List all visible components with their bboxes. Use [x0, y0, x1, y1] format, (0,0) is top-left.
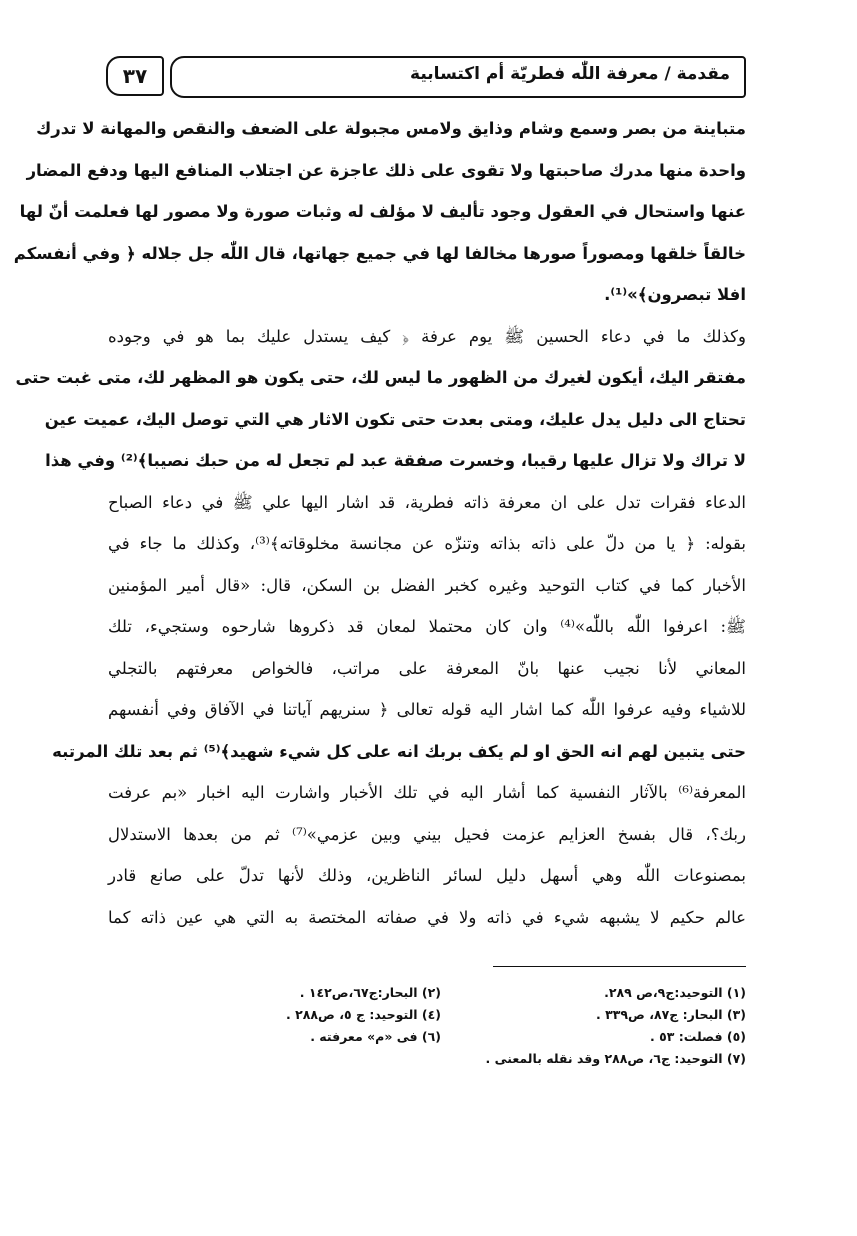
body-line: متباينة من بصر وسمع وشام وذايق ولامس مجبولة على الضعف والنقص والمهانة لا تدرك: [36, 119, 746, 138]
body-line: مفتقر اليك، أيكون لغيرك من الظهور ما ليس لك، حتى يكون هو المظهر لك، متى غبت حتى: [15, 368, 746, 387]
body-line: بمصنوعات اللّٰه وهي أسهل دليل لسائر الناظرين، وذلك لأنها تدلّ على صانع قادر: [108, 866, 746, 885]
body-line: لا تراك ولا تزال عليها رقيبا، وخسرت صفقة عبد لم تجعل له من حبك نصيبا﴾⁽²⁾ وفي هذا: [45, 451, 746, 470]
body-line: حتى يتبين لهم انه الحق او لم يكف بربك انه على كل شيء شهيد﴾⁽⁵⁾ ثم بعد تلك المرتبه: [52, 741, 746, 761]
footnote: (٧) التوحيد: ج٦، ص٢٨٨ وقد نقله بالمعنى .: [485, 1051, 746, 1066]
footnote-separator: [493, 966, 746, 967]
footnote: (٥) فصلت: ٥٣ .: [650, 1029, 746, 1044]
footnote: (١) التوحيد:ج٩،ص ٢٨٩.: [604, 985, 746, 1000]
header-title: مقدمة / معرفة اللّٰه فطريّة أم اكتسابية: [410, 64, 730, 84]
footnote: (٦) فى «م» معرفته .: [310, 1029, 441, 1044]
footnote: (٢) البحار:ج٦٧،ص١٤٢ .: [299, 985, 441, 1000]
running-header: [106, 56, 746, 98]
footnote-row: [290, 982, 746, 1004]
body-line: المعرفة⁽⁶⁾ بالآثار النفسية كما أشار اليه في تلك الأخبار واشارت اليه اخبار «بم عرفت: [108, 783, 746, 802]
footnote: (٣) البحار: ج٨٧، ص٣٣٩ .: [596, 1007, 746, 1022]
footnote-row: [290, 1026, 746, 1048]
header-title-frame: [170, 56, 746, 98]
body-line: عنها واستحال في العقول وجود تأليف لا مؤلف له وثبات صورة ولا مصور لها فعلمت أنّ لها: [19, 202, 746, 221]
footnotes: [286, 982, 746, 1070]
body-line: ﷺ: اعرفوا اللّٰه باللّٰه»⁽⁴⁾ وان كان محتملا لمعان قد ذكروها شارحوه وستجيء، تلك: [108, 617, 746, 636]
body-line: المعاني لأنا نجيب عنها بانّ المعرفة على مراتب، فالخواص معرفتهم بالتجلي: [108, 658, 746, 678]
body-line: الدعاء فقرات تدل على ان معرفة ذاته فطرية، قد اشار اليها علي ﷺ في دعاء الصباح: [108, 492, 746, 512]
body-line: ربك؟، قال بفسخ العزايم عزمت فحيل بيني وبين عزمي»⁽⁷⁾ ثم من بعدها الاستدلال: [108, 824, 746, 844]
body-line: واحدة منها مدرك صاحبتها ولا تقوى على ذلك عاجزة عن اجتلاب المنافع اليها ودفع المضار: [26, 160, 746, 180]
body-line: الأخبار كما في كتاب التوحيد وغيره كخبر الفضل بن السكن، قال: «قال أمير المؤمنين: [108, 575, 746, 595]
footnote-row: [290, 1048, 746, 1070]
body-line: خالقاً خلقها ومصوراً صورها مخالفا لها في جميع جهاتها، قال اللّٰه جل جلاله ﴿ وفي أنفسكم: [13, 243, 746, 263]
body-line: افلا تبصرون﴾»⁽¹⁾.: [604, 285, 746, 304]
body-line: عالم حكيم لا يشبهه شيء في ذاته ولا في صفاته المختصة به التي هي عين ذاته كما: [108, 907, 746, 927]
body-line: تحتاج الى دليل يدل عليك، ومتى بعدت حتى تكون الاثار هي التي توصل اليك، عميت عين: [44, 409, 746, 429]
body-line: وكذلك ما في دعاء الحسين ﷺ يوم عرفة ﴿ كيف يستدل عليك بما هو في وجوده: [108, 326, 746, 346]
body-line: للاشياء وفيه عرفوا اللّٰه كما اشار اليه قوله تعالى ﴿ سنريهم آياتنا في الآفاق وفي أنفسهم: [108, 700, 746, 719]
footnote: (٤) التوحيد: ج ٥، ص٢٨٨ .: [286, 1007, 441, 1022]
body-line: بقوله: ﴿ يا من دلّ على ذاته بذاته وتنزّه عن مجانسة مخلوقاته﴾⁽³⁾، وكذلك ما جاء في: [108, 534, 746, 553]
body-text: [13, 108, 746, 938]
footnote-row: [286, 1004, 746, 1026]
page-number: ٣٧: [106, 56, 164, 96]
